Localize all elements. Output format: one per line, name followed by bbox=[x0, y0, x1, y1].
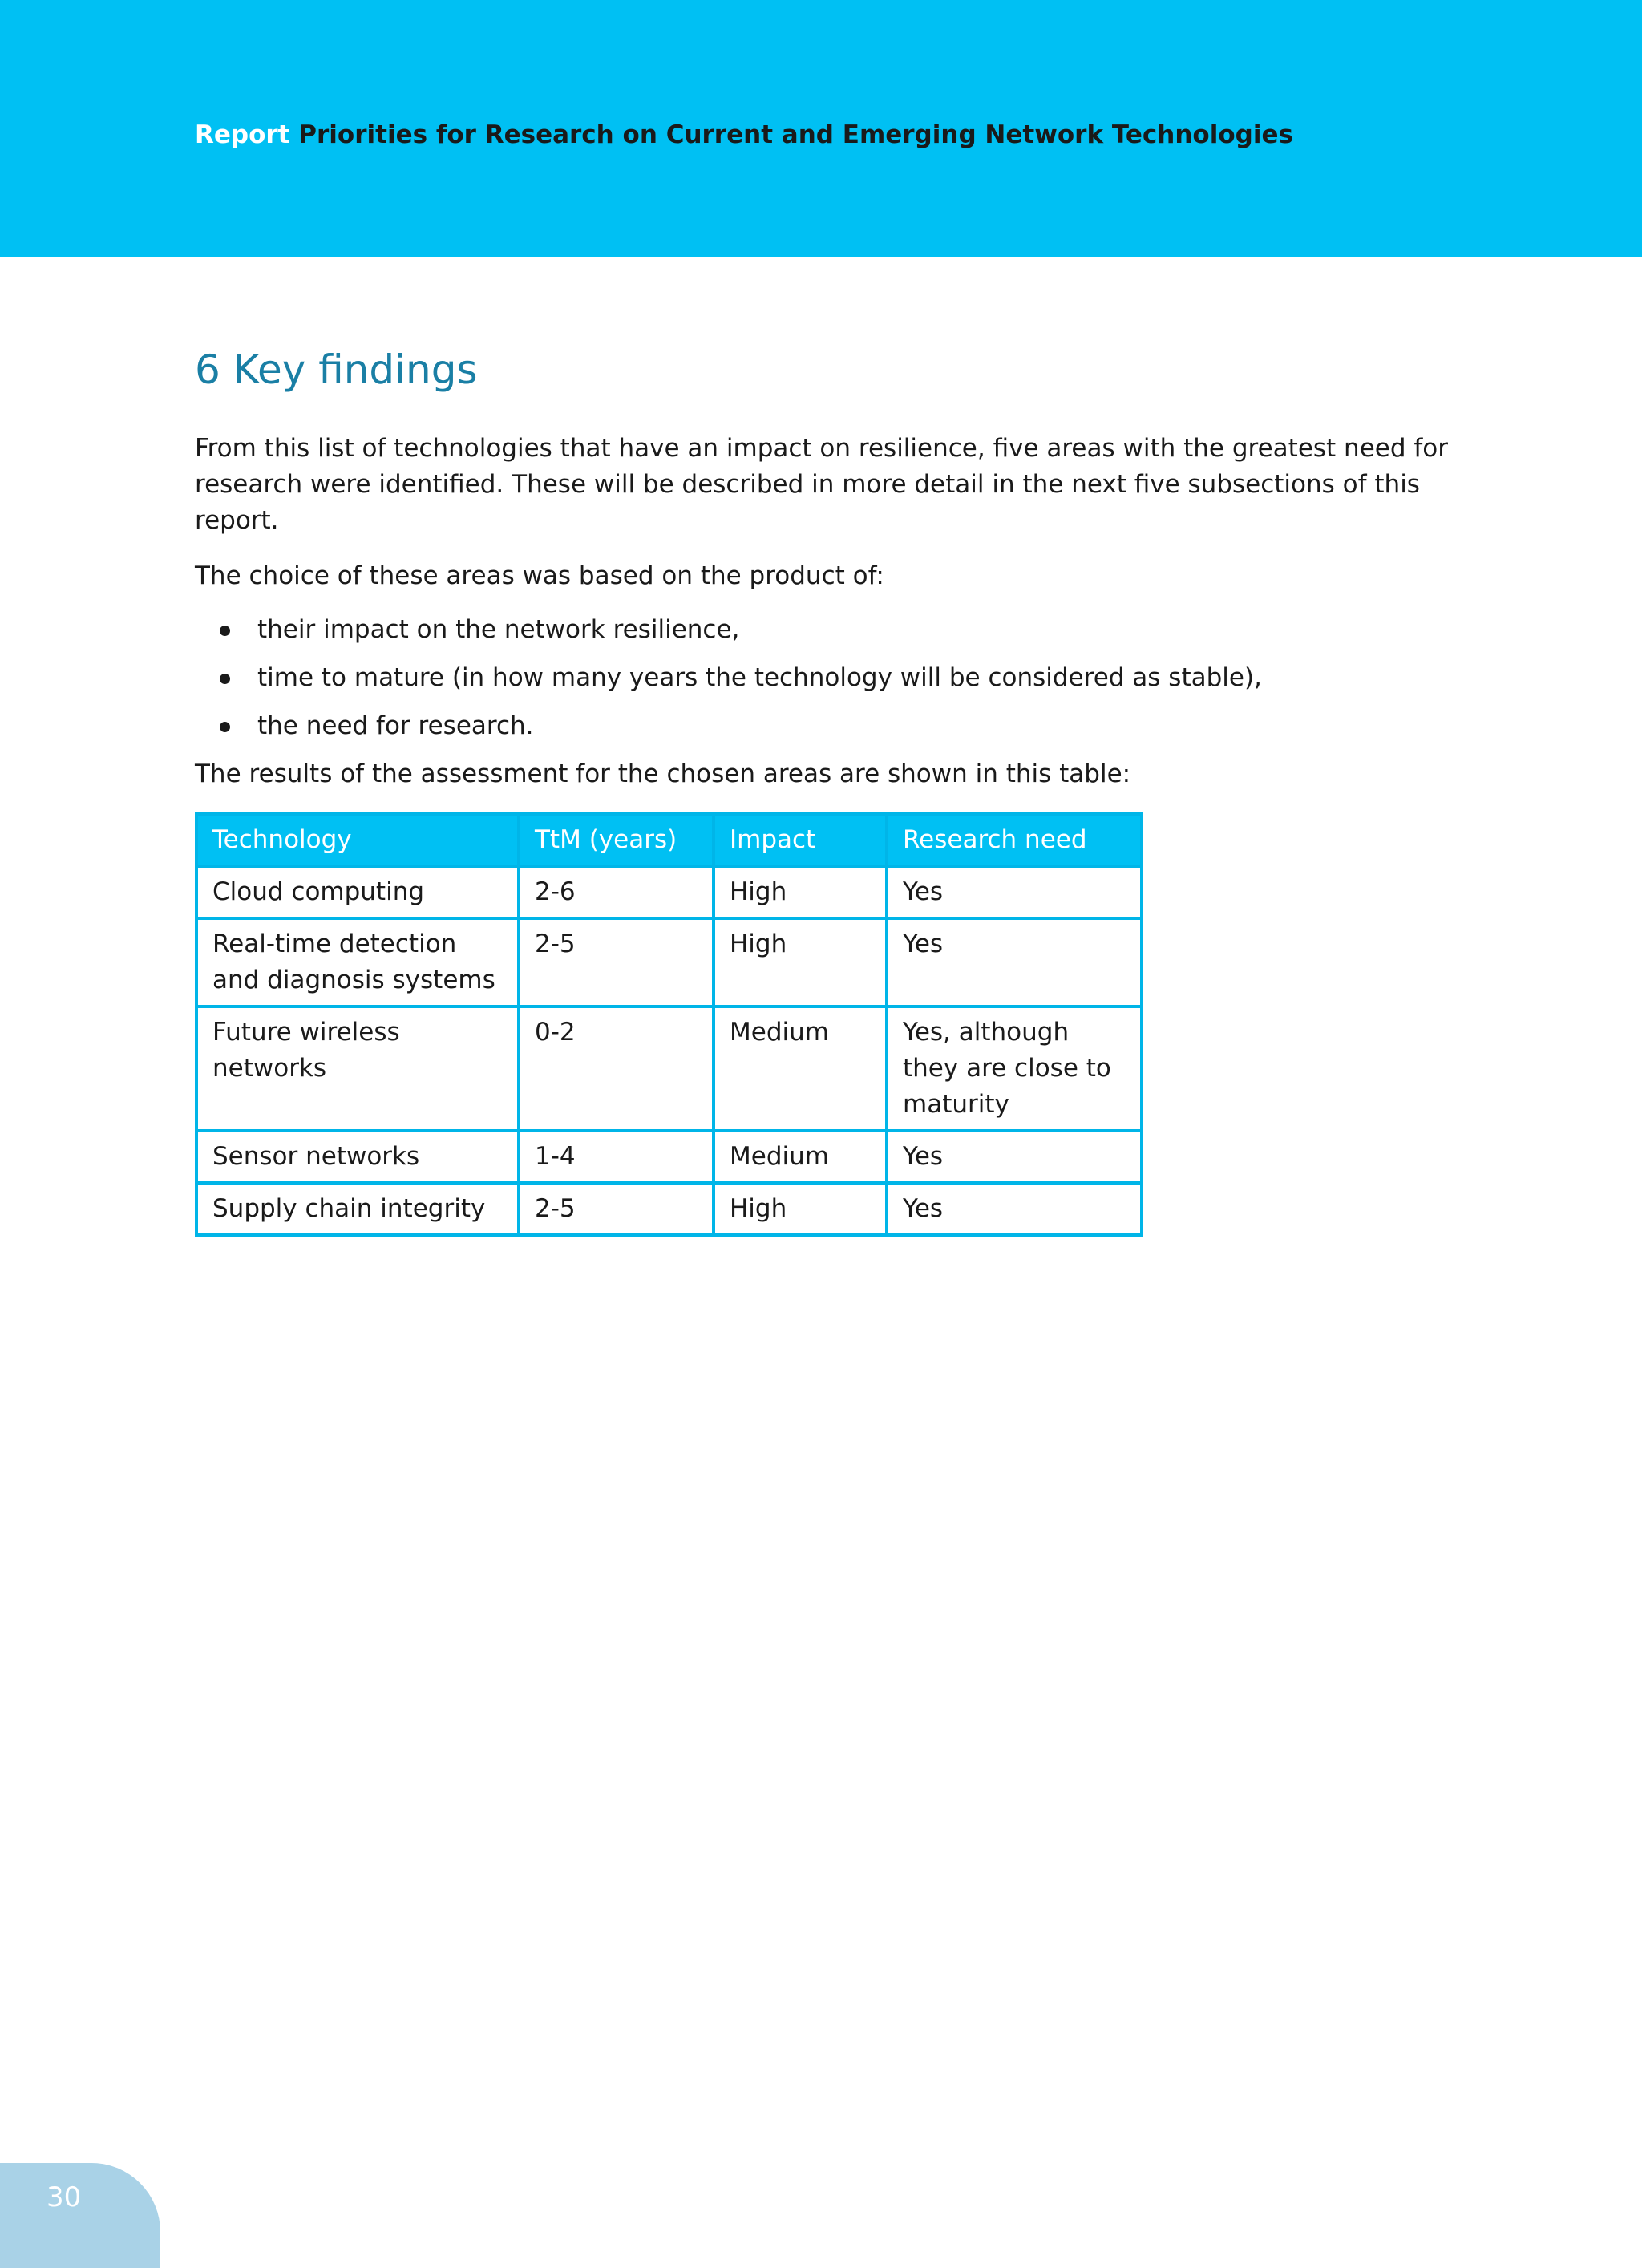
table-row bbox=[196, 1131, 1142, 1183]
assessment-table bbox=[195, 812, 1143, 1237]
table-cell: High bbox=[714, 866, 887, 918]
column-header-technology: Technology bbox=[196, 814, 519, 866]
table-cell: Sensor networks bbox=[196, 1131, 519, 1183]
list-item-text: time to mature (in how many years the technology will be considered as stable), bbox=[257, 663, 1262, 692]
intro-paragraph: From this list of technologies that have an impact on resilience, five areas with the greatest need for research were identified. These will be described in more detail in the next five subsections of this report. bbox=[195, 434, 1449, 535]
header-title: Priorities for Research on Current and Emerging Network Technologies bbox=[298, 120, 1293, 149]
list-item bbox=[195, 660, 1502, 696]
table-cell: 2-5 bbox=[519, 1183, 714, 1235]
table-cell: Yes bbox=[887, 1183, 1142, 1235]
table-cell: Cloud computing bbox=[196, 866, 519, 918]
list-item bbox=[195, 612, 1502, 648]
column-header-ttm: TtM (years) bbox=[519, 814, 714, 866]
table-cell: Yes bbox=[887, 918, 1142, 1006]
section-title: 6 Key findings bbox=[195, 346, 478, 393]
choice-paragraph: The choice of these areas was based on the product of: bbox=[195, 561, 884, 590]
table-header-row bbox=[196, 814, 1142, 866]
table-cell: 1-4 bbox=[519, 1131, 714, 1183]
bullet-icon bbox=[220, 722, 230, 732]
page-number: 30 bbox=[47, 2181, 82, 2213]
table-cell: Medium bbox=[714, 1006, 887, 1131]
table-cell: 2-5 bbox=[519, 918, 714, 1006]
table-cell: 0-2 bbox=[519, 1006, 714, 1131]
table-cell: High bbox=[714, 918, 887, 1006]
list-item bbox=[195, 708, 1502, 744]
table-row bbox=[196, 1006, 1142, 1131]
table-cell: Yes bbox=[887, 1131, 1142, 1183]
header-label: Report bbox=[195, 120, 290, 149]
table-row bbox=[196, 866, 1142, 918]
table-cell: Future wireless networks bbox=[196, 1006, 519, 1131]
table-row bbox=[196, 918, 1142, 1006]
running-header bbox=[195, 119, 1293, 151]
bullet-icon bbox=[220, 626, 230, 636]
column-header-research-need: Research need bbox=[887, 814, 1142, 866]
table-cell: Real-time detection and diagnosis systems bbox=[196, 918, 519, 1006]
table-cell: Yes bbox=[887, 866, 1142, 918]
results-paragraph: The results of the assessment for the chosen areas are shown in this table: bbox=[195, 759, 1131, 788]
bullet-icon bbox=[220, 674, 230, 684]
page-number-tab bbox=[0, 2163, 160, 2268]
list-item-text: their impact on the network resilience, bbox=[257, 615, 740, 644]
main-content bbox=[195, 341, 1502, 1237]
list-item-text: the need for research. bbox=[257, 711, 534, 740]
table-cell: High bbox=[714, 1183, 887, 1235]
criteria-list bbox=[195, 612, 1502, 744]
table-cell: Medium bbox=[714, 1131, 887, 1183]
table-row bbox=[196, 1183, 1142, 1235]
table-cell: Yes, although they are close to maturity bbox=[887, 1006, 1142, 1131]
table-cell: Supply chain integrity bbox=[196, 1183, 519, 1235]
column-header-impact: Impact bbox=[714, 814, 887, 866]
table-cell: 2-6 bbox=[519, 866, 714, 918]
